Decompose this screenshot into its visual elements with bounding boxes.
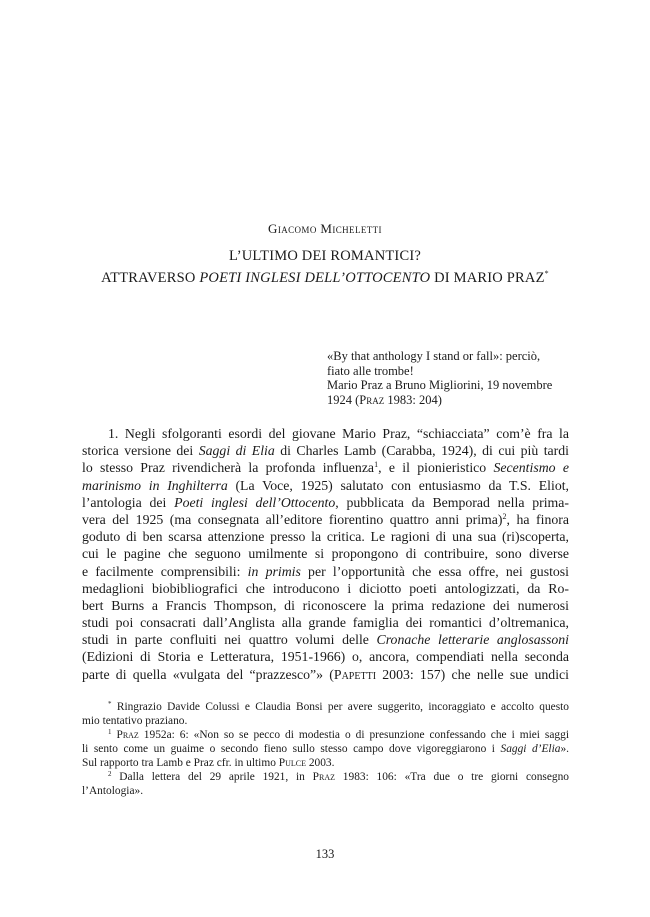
footnote-marker: 1 — [108, 728, 112, 736]
epigraph-line: «By that anthology I stand or fall»: perciò, — [327, 349, 541, 363]
footnote-marker: 2 — [108, 770, 112, 778]
footnote-ref: 2 — [502, 511, 507, 521]
article-title — [0, 248, 650, 287]
body-line: medaglioni biobibliografici che introducono i diciotto poeti antologizzati, da Ro- — [82, 580, 569, 596]
footnote-line: l’Antologia». — [82, 785, 144, 797]
author-name: Giacomo Micheletti — [268, 221, 382, 236]
footnote-line: * Ringrazio Davide Colussi e Claudia Bonsi per avere suggerito, incoraggiato e accolto questo — [108, 700, 569, 713]
body-line: e facilmente comprensibili: in primis per l’opportunità che essa offre, nei gustosi — [82, 563, 569, 579]
body-line: studi in parte confluiti nei quattro volumi delle Cronache letterarie anglosassoni — [82, 632, 569, 648]
body-line: studi poi consacrati dall’Anglista alla grande famiglia dei romantici d’oltremanica, — [82, 615, 569, 631]
footnote-line: $^1$ Praz 1952a: 6: «Non so se pecco di modestia o di presunzione confessando che i miei saggi — [108, 728, 569, 741]
epigraph-line: fiato alle trombe! — [327, 363, 414, 378]
footnote-line: li sento come un guaime o secondo fieno sullo stesso campo dove vigoreggiarono i Saggi d’Elia». — [82, 743, 569, 755]
footnote-line: $^2$ Dalla lettera del 29 aprile 1921, in Praz 1983: 106: «Tra due o tre giorni consegno — [108, 770, 570, 783]
body-line: marinismo in Inghilterra (La Voce, 1925) salutato con entusiasmo da T.S. Eliot, — [82, 477, 569, 493]
footnote-ref: 1 — [374, 460, 379, 470]
title-footnote-marker: * — [544, 269, 549, 278]
epigraph — [327, 349, 567, 407]
body-line: storica versione dei Saggi di Elia di Charles Lamb (Carabba, 1924), di cui più tardi — [82, 443, 569, 459]
body-line: bert Burns a Francis Thompson, di riconoscere la prima redazione dei numerosi — [82, 597, 569, 613]
body-paragraph — [82, 425, 569, 683]
footnotes — [82, 700, 569, 798]
title-italic-work: POETI INGLESI DELL’OTTOCENTO — [199, 270, 431, 286]
epigraph-attribution: 1924 (Praz 1983: 204) — [327, 392, 442, 407]
body-line: goduto di ben scarsa attenzione presso la critica. Le ragioni di una sua (ri)scoperta, — [82, 529, 569, 545]
footnote-line: mio tentativo praziano. — [82, 715, 188, 727]
title-line-2: ATTRAVERSO POETI INGLESI DELL’OTTOCENTO DI MARIO PRAZ* — [101, 269, 549, 286]
footnote-line: Sul rapporto tra Lamb e Praz cfr. in ultimo Pulce 2003. — [82, 757, 335, 769]
epigraph-attribution: Mario Praz a Bruno Migliorini, 19 novembre — [327, 378, 553, 392]
body-line: l’antologia dei Poeti inglesi dell’Ottocento, pubblicata da Bemporad nella prima- — [82, 494, 570, 510]
body-line: 1. Negli sfolgoranti esordi del giovane Mario Praz, “schiacciata” com’è fra la — [108, 426, 569, 441]
body-line: (Edizioni di Storia e Letteratura, 1951-1966) o, ancora, compendiati nella seconda — [82, 649, 569, 665]
body-line: vera del 1925 (ma consegnata all’editore fiorentino quattro anni prima)$^2$, ha finora — [82, 511, 569, 527]
footnote-marker: * — [108, 700, 112, 708]
body-line: lo stesso Praz rivendicherà la profonda influenza$^1$, e il pionieristico Secentismo e — [82, 460, 569, 476]
title-line-1: L’ULTIMO DEI ROMANTICI? — [228, 248, 421, 264]
page-number: 133 — [315, 847, 335, 861]
body-line: cui le pagine che seguono umilmente si propongono di contribuire, sono diverse — [82, 546, 569, 562]
body-line: parte di quella «vulgata del “prazzesco”» (Papetti 2003: 157) che nelle sue undici — [82, 666, 569, 682]
